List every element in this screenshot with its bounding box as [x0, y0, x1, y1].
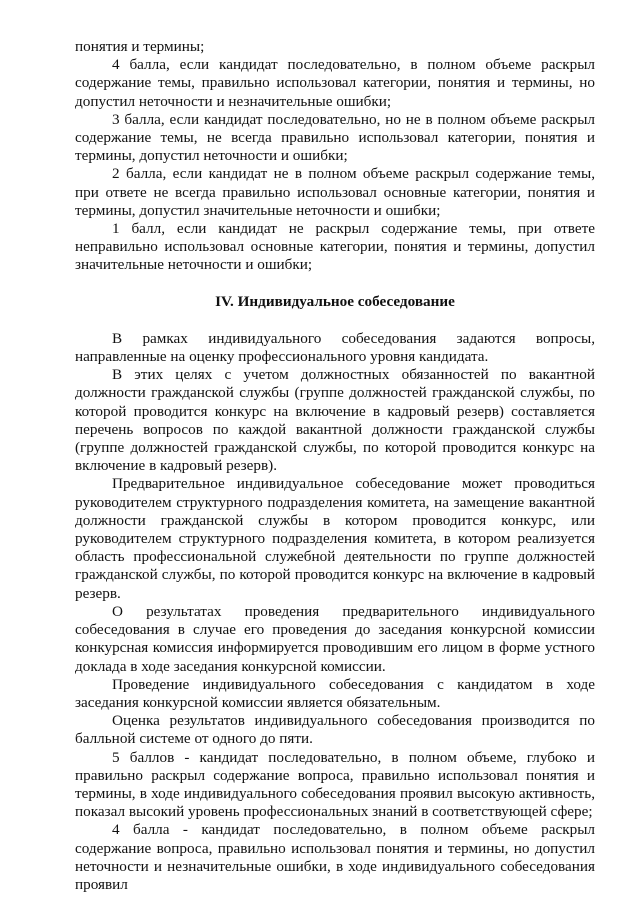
paragraph-mandatory-interview: Проведение индивидуального собеседования с кандидатом в ходе заседания конкурсной комиссии является обязательным. [75, 675, 595, 711]
paragraph-question-list: В этих целях с учетом должностных обязанностей по вакантной должности гражданской службы (группе должностей гражданской службы, по которой проводится конкурс на включение в кадровый резерв) составляется перечень вопросов по каждой вакантной должности гражданской службы (группе должностей гражданской службы, по которой проводится конкурс на включение в кадровый резерв). [75, 366, 595, 475]
paragraph-preliminary-results: О результатах проведения предварительного индивидуального собеседования в случае его проведения до заседания конкурсной комиссии конкурсная комиссия информируется проводившим его лицом в форме устного доклада в ходе заседания конкурсной комиссии. [75, 602, 595, 675]
paragraph-preliminary-interview: Предварительное индивидуальное собеседование может проводиться руководителем структурного подразделения комитета, на замещение вакантной должности гражданской службы в котором проводится конкурс, или руководителем структурного подразделения комитета, в котором реализуется область профессиональной служебной деятельности по группе должностей гражданской службы, по которой проводится конкурс на включение в кадровый резерв. [75, 475, 595, 602]
paragraph-scoring-system: Оценка результатов индивидуального собеседования производится по балльной системе от одного до пяти. [75, 712, 595, 748]
paragraph-score-4: 4 балла, если кандидат последовательно, в полном объеме раскрыл содержание темы, правильно использовал категории, понятия и термины, но допустил неточности и незначительные ошибки; [75, 56, 595, 110]
paragraph-score-1: 1 балл, если кандидат не раскрыл содержание темы, при ответе неправильно использовал основные категории, понятия и термины, допустил значительные неточности и ошибки; [75, 220, 595, 274]
paragraph-interview-intro: В рамках индивидуального собеседования задаются вопросы, направленные на оценку профессионального уровня кандидата. [75, 329, 595, 366]
paragraph-interview-score-5: 5 баллов - кандидат последовательно, в полном объеме, глубоко и правильно раскрыл содержание вопроса, правильно использовал понятия и термины, в ходе индивидуального собеседования проявил высокую активность, показал высокий уровень профессиональных знаний в соответствующей сфере; [75, 748, 595, 821]
paragraph-score-2: 2 балла, если кандидат не в полном объеме раскрыл содержание темы, при ответе не всегда правильно использовал основные категории, понятия и термины, допустил значительные неточности и ошибки; [75, 165, 595, 219]
section-heading: IV. Индивидуальное собеседование [215, 292, 455, 310]
document-page [75, 38, 595, 894]
paragraph-score-3: 3 балла, если кандидат последовательно, но не в полном объеме раскрыл содержание темы, не всегда правильно использовал категории, понятия и термины, допустил неточности и ошибки; [75, 110, 595, 165]
paragraph-interview-score-4: 4 балла - кандидат последовательно, в полном объеме раскрыл содержание вопроса, правильно использовал понятия и термины, но допустил неточности и незначительные ошибки, в ходе индивидуального собеседования проявил [75, 821, 595, 893]
paragraph-terms-end: понятия и термины; [75, 38, 205, 55]
